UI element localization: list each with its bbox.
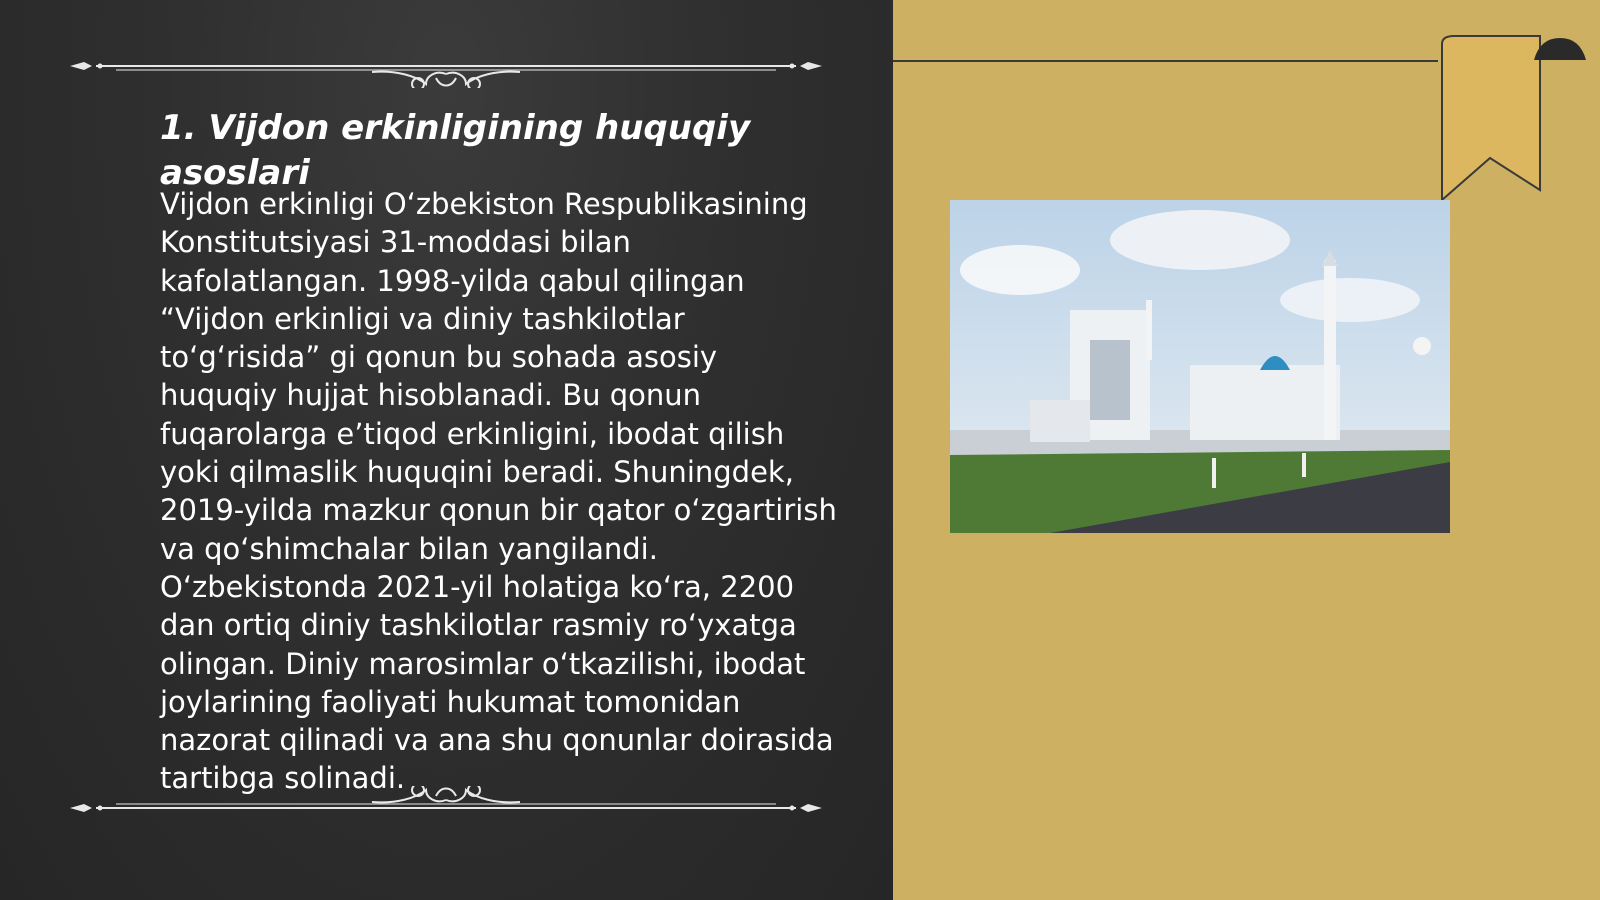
bottom-ornament-divider-icon: [66, 786, 826, 826]
slide-title: 1. Vijdon erkinligining huquqiy asoslari: [160, 108, 751, 193]
top-ornament-divider-icon: [66, 48, 826, 88]
bookmark-ribbon-icon: [1430, 34, 1600, 200]
slide-body-text: Vijdon erkinligi O‘zbekiston Respublikasining Konstitutsiyasi 31-moddasi bilan kafolatlangan. 1998-yilda qabul qilingan “Vijdon erkinligi va diniy tashkilotlar to‘g‘risida” gi qonun bu sohada asosiy huquqiy hujjat hisoblanadi. Bu qonun fuqarolarga e’tiqod erkinligini, ibodat qilish yoki qilmaslik huquqini beradi. Shuningdek, 2019-yilda mazkur qonun bir qator o‘zgartirish va qo‘shimchalar bilan yangilandi. O‘zbekistonda 2021-yil holatiga ko‘ra, 2200 dan ortiq diniy tashkilotlar rasmiy ro‘yxatga olingan. Diniy marosimlar o‘tkazilishi, ibodat joylarining faoliyati hukumat tomonidan nazorat qilinadi va ana shu qonunlar doirasida tartibga solinadi.: [160, 187, 837, 796]
decorative-rule: [893, 60, 1438, 62]
mosque-photo: [950, 200, 1450, 533]
